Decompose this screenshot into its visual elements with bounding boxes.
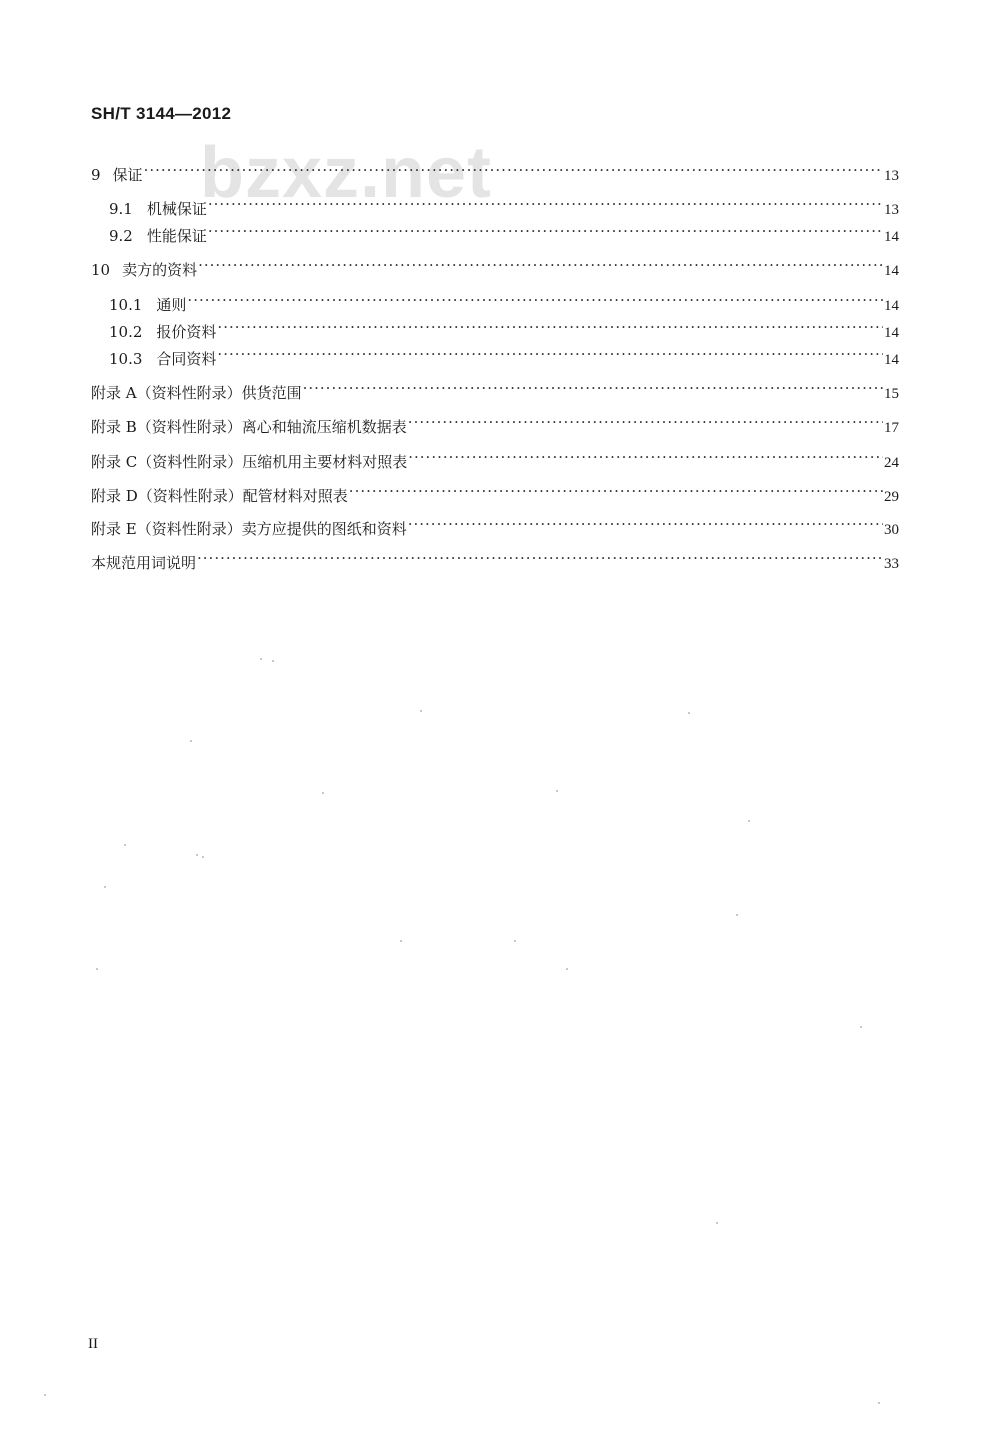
page-number: II	[88, 1336, 98, 1352]
toc-entry-title: 合同资料	[156, 350, 217, 368]
toc-entry-appendix-d[interactable]	[91, 481, 899, 505]
toc-dot-leader	[198, 255, 883, 275]
toc-entry-title: 附录 E（资料性附录）卖方应提供的图纸和资料	[91, 520, 407, 538]
toc-entry-page: 33	[884, 556, 899, 572]
toc-entry-title: 性能保证	[146, 227, 207, 245]
scan-speck	[688, 712, 690, 714]
toc-entry-title: 报价资料	[156, 323, 217, 341]
toc-dot-leader	[303, 378, 883, 398]
scan-speck	[748, 820, 750, 822]
toc-entry-appendix-c[interactable]	[91, 447, 899, 471]
toc-entry-10-1[interactable]	[91, 290, 899, 314]
toc-dot-leader	[208, 194, 883, 214]
toc-dot-leader	[208, 221, 883, 241]
toc-entry-title: 附录 B（资料性附录）离心和轴流压缩机数据表	[91, 418, 407, 436]
toc-entry-title: 机械保证	[146, 200, 207, 218]
scan-speck	[322, 792, 324, 794]
scan-speck	[272, 660, 274, 662]
toc-dot-leader	[144, 160, 883, 180]
scan-speck	[104, 886, 106, 888]
toc-entry-page: 15	[884, 386, 899, 402]
toc-entry-page: 29	[884, 489, 899, 505]
toc-entry-title: 附录 A（资料性附录）供货范围	[91, 384, 302, 402]
toc-dot-leader	[408, 412, 883, 432]
scan-speck	[556, 790, 558, 792]
toc-dot-leader	[187, 290, 883, 310]
toc-entry-page: 17	[884, 420, 899, 436]
toc-entry-page: 14	[884, 325, 899, 341]
toc-entry-9[interactable]	[91, 160, 899, 184]
toc-entry-title: 附录 D（资料性附录）配管材料对照表	[91, 487, 348, 505]
scan-speck	[878, 1402, 880, 1404]
scan-speck	[196, 854, 198, 856]
scan-speck	[514, 940, 516, 942]
scan-speck	[716, 1222, 718, 1224]
toc-entry-terms[interactable]	[91, 548, 899, 572]
toc-entry-title: 本规范用词说明	[91, 554, 197, 572]
toc-entry-page: 30	[884, 522, 899, 538]
toc-dot-leader	[197, 548, 883, 568]
toc-dot-leader	[217, 344, 883, 364]
scan-speck	[860, 1026, 862, 1028]
toc-entry-title: 附录 C（资料性附录）压缩机用主要材料对照表	[91, 453, 408, 471]
scan-speck	[566, 968, 568, 970]
toc-entry-page: 14	[884, 229, 899, 245]
scan-speck	[420, 710, 422, 712]
toc-entry-10-3[interactable]	[91, 344, 899, 368]
scan-speck	[400, 940, 402, 942]
toc-entry-page: 24	[884, 455, 899, 471]
toc-entry-9-1[interactable]	[91, 194, 899, 218]
toc-entry-10[interactable]	[91, 255, 899, 279]
toc-entry-appendix-b[interactable]	[91, 412, 899, 436]
toc-entry-appendix-a[interactable]	[91, 378, 899, 402]
scan-speck	[44, 1394, 46, 1396]
toc-entry-page: 14	[884, 352, 899, 368]
toc-entry-9-2[interactable]	[91, 221, 899, 245]
toc-entry-number: 9.2	[109, 227, 133, 245]
scan-speck	[124, 844, 126, 846]
toc-entry-number: 10	[91, 261, 111, 279]
toc-dot-leader	[217, 317, 883, 337]
toc-entry-number: 10.2	[109, 323, 143, 341]
scan-speck	[190, 740, 192, 742]
toc-entry-10-2[interactable]	[91, 317, 899, 341]
toc-entry-number: 9	[91, 166, 101, 184]
toc-entry-number: 10.1	[109, 296, 143, 314]
toc-entry-page: 14	[884, 298, 899, 314]
toc-entry-page: 14	[884, 263, 899, 279]
toc-entry-title: 卖方的资料	[122, 261, 198, 279]
scan-speck	[736, 914, 738, 916]
scan-speck	[96, 968, 98, 970]
document-code-header: SH/T 3144—2012	[91, 104, 232, 123]
toc-dot-leader	[408, 514, 883, 534]
toc-entry-title: 保证	[112, 166, 143, 184]
toc-dot-leader	[408, 447, 883, 467]
toc-entry-page: 13	[884, 168, 899, 184]
scan-speck	[202, 856, 204, 858]
watermark: bzxz.net	[200, 133, 493, 213]
scan-speck	[260, 658, 262, 660]
toc-entry-number: 9.1	[109, 200, 133, 218]
toc-entry-page: 13	[884, 202, 899, 218]
toc-entry-number: 10.3	[109, 350, 143, 368]
toc-dot-leader	[349, 481, 883, 501]
toc-entry-title: 通则	[156, 296, 187, 314]
toc-entry-appendix-e[interactable]	[91, 514, 899, 538]
